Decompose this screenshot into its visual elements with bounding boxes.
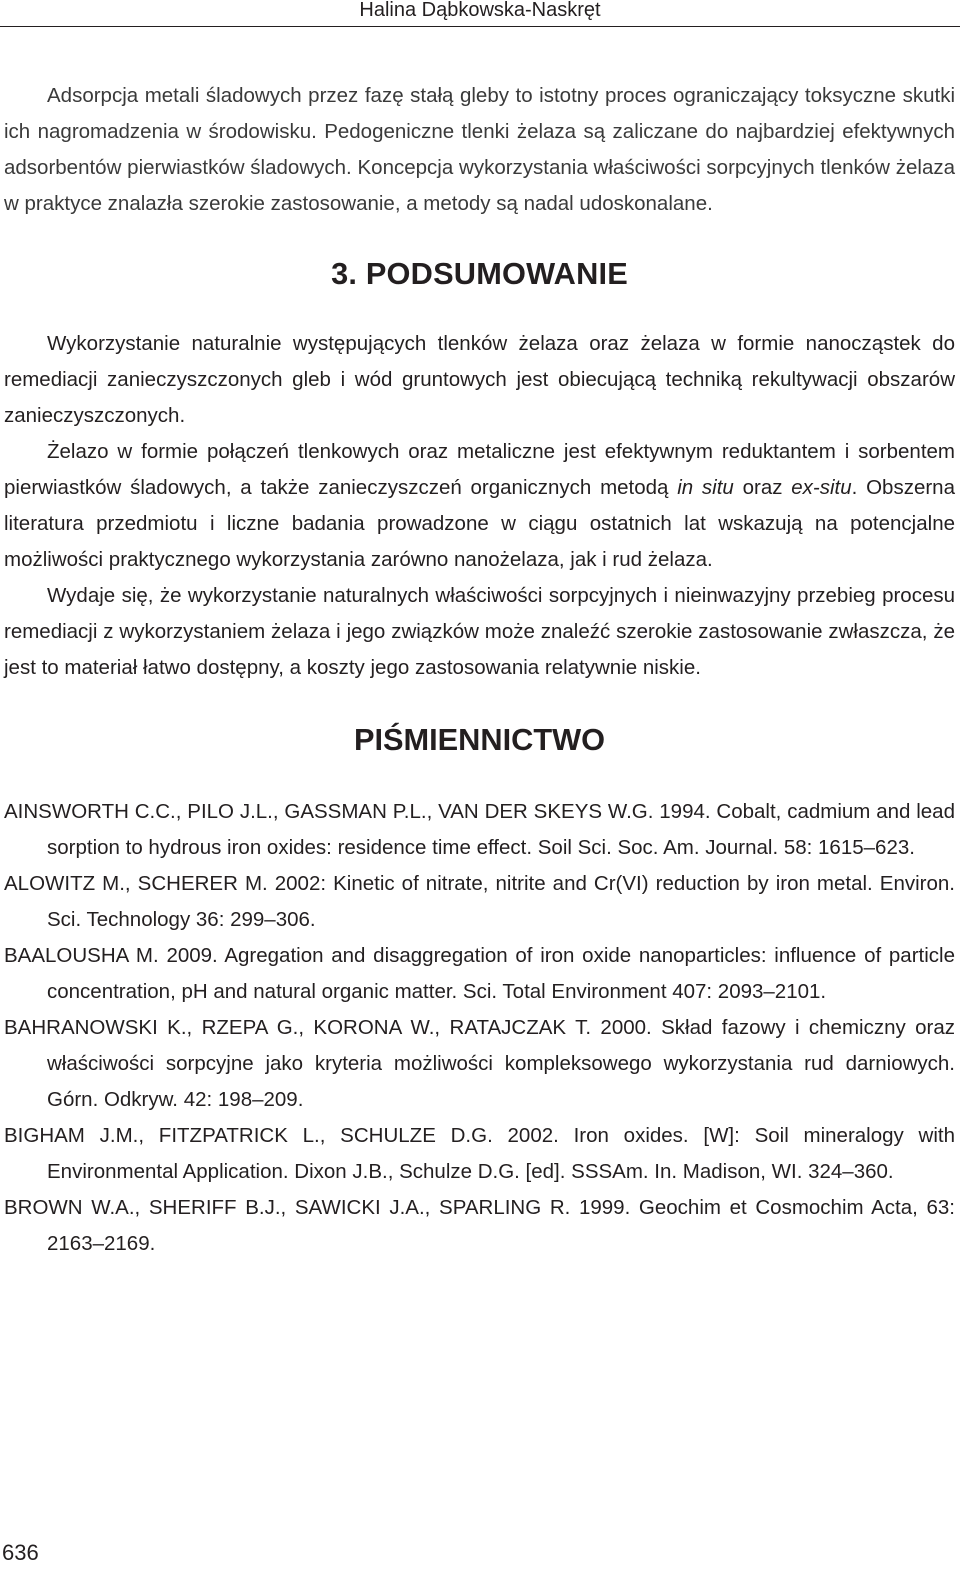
- reference-item: BAHRANOWSKI K., RZEPA G., KORONA W., RATAJCZAK T. 2000. Skład fazowy i chemiczny oraz właściwości sorpcyjne jako kryteria możliwości kompleksowego wykorzystania rud darniowych. Górn. Odkryw. 42: 198–209.: [4, 1016, 955, 1111]
- reference-item: BIGHAM J.M., FITZPATRICK L., SCHULZE D.G. 2002. Iron oxides. [W]: Soil mineralogy with Environmental Application. Dixon J.B., Schulze D.G. [ed]. SSSAm. In. Madison, WI. 324–360.: [4, 1124, 955, 1183]
- intro-paragraph: Adsorpcja metali śladowych przez fazę stałą gleby to istotny proces ograniczający toksyczne skutki ich nagromadzenia w środowisku. Pedogeniczne tlenki żelaza są zaliczane do najbardziej efektywnych adsorbentów pierwiastków śladowych. Koncepcja wykorzystania właściwości sorpcyjnych tlenków żelaza w praktyce znalazła szerokie zastosowanie, a metody są nadal udoskonalane.: [4, 84, 955, 215]
- reference-item: BAALOUSHA M. 2009. Agregation and disaggregation of iron oxide nanoparticles: influence of particle concentration, pH and natural organic matter. Sci. Total Environment 407: 2093–2101.: [4, 944, 955, 1003]
- references-heading: PIŚMIENNICTWO: [353, 722, 606, 757]
- summary-paragraph-2-text-a: Żelazo w formie połączeń tlenkowych oraz metaliczne jest efektywnym reduktantem i sorbentem pierwiastków śladowych, a także zanieczyszczeń organicznych metodą: [4, 440, 955, 499]
- italic-term-in-situ: in situ: [677, 476, 734, 499]
- summary-paragraph-1: Wykorzystanie naturalnie występujących tlenków żelaza oraz żelaza w formie nanocząstek do remediacji zanieczyszczonych gleb i wód gruntowych jest obiecującą techniką rekultywacji obszarów zanieczyszczonych.: [4, 332, 955, 427]
- reference-item: AINSWORTH C.C., PILO J.L., GASSMAN P.L., VAN DER SKEYS W.G. 1994. Cobalt, cadmium and lead sorption to hydrous iron oxides: residence time effect. Soil Sci. Soc. Am. Journal. 58: 1615–623.: [4, 800, 955, 859]
- page-number: 636: [2, 1540, 39, 1565]
- reference-item: ALOWITZ M., SCHERER M. 2002: Kinetic of nitrate, nitrite and Cr(VI) reduction by iron metal. Environ. Sci. Technology 36: 299–306.: [4, 872, 955, 931]
- italic-term-ex-situ: ex-situ: [791, 476, 852, 499]
- running-head: [0, 0, 960, 27]
- running-head-title: Halina Dąbkowska-Naskręt: [359, 0, 601, 21]
- summary-paragraph-2-text-c: . Obszerna literatura przedmiotu i liczne badania prowadzone w ciągu ostatnich lat wskazują na potencjalne możliwości praktycznego wykorzystania zarówno nanożelaza, jak i rud żelaza.: [4, 476, 955, 571]
- reference-list: [4, 794, 955, 1262]
- reference-item: BROWN W.A., SHERIFF B.J., SAWICKI J.A., SPARLING R. 1999. Geochim et Cosmochim Acta, 63: 2163–2169.: [4, 1196, 955, 1255]
- page-content: [4, 78, 955, 1262]
- summary-paragraph-3: Wydaje się, że wykorzystanie naturalnych właściwości sorpcyjnych i nieinwazyjny przebieg procesu remediacji z wykorzystaniem żelaza i jego związków może znaleźć szerokie zastosowanie zwłaszcza, że jest to materiał łatwo dostępny, a koszty jego zastosowania relatywnie niskie.: [4, 584, 955, 679]
- summary-paragraph-2: [4, 434, 955, 578]
- summary-paragraph-2-text-b: oraz: [733, 476, 792, 499]
- section-heading-summary: 3. PODSUMOWANIE: [331, 256, 628, 291]
